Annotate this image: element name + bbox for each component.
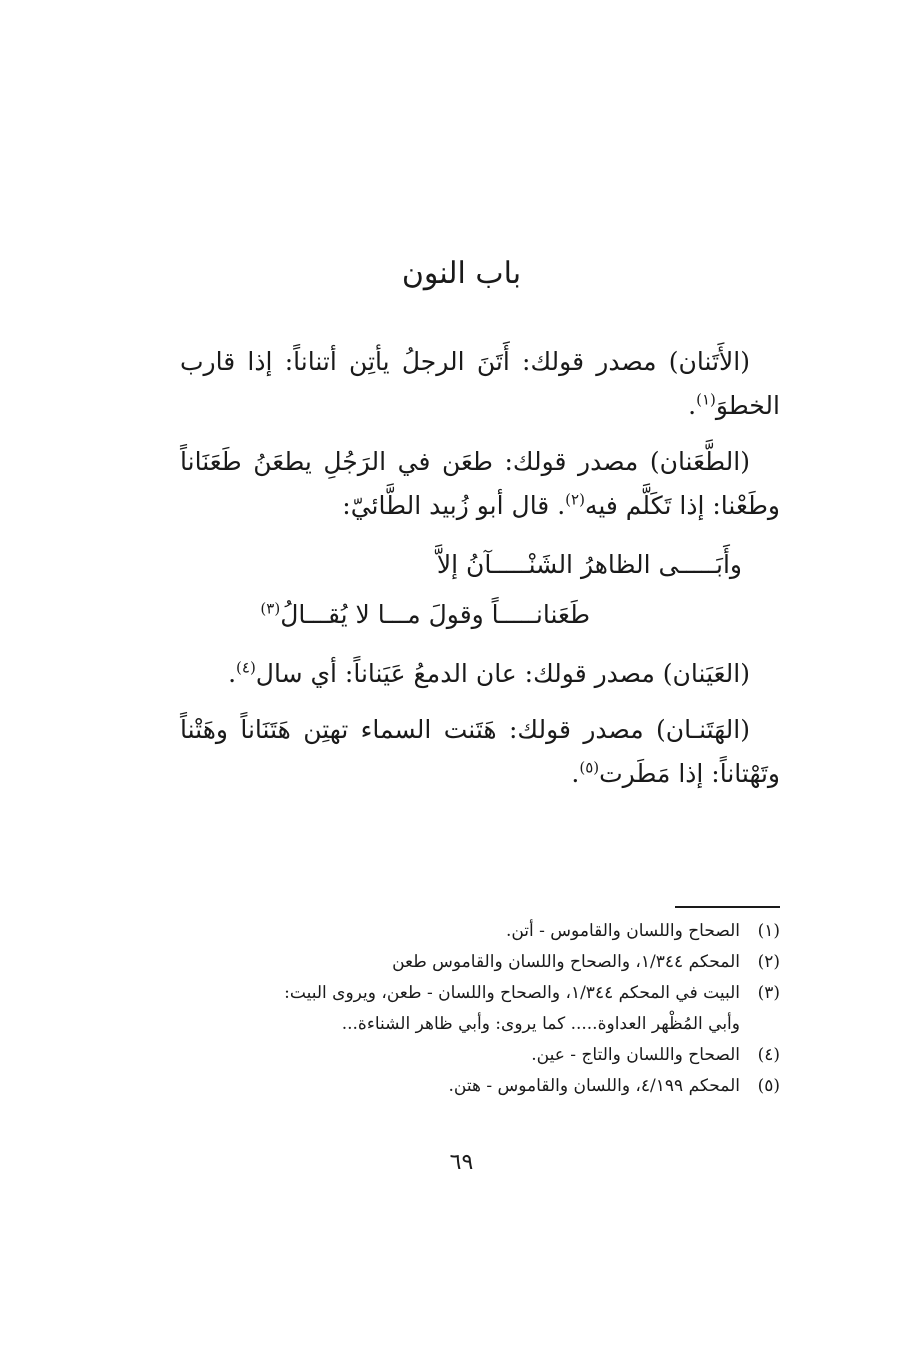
entry-text-end: . xyxy=(228,659,237,688)
footnote-ref: (٣) xyxy=(260,599,281,618)
footnote-2 xyxy=(180,947,780,978)
entry-text: (الأَتَنان) مصدر قولك: أَتَنَ الرجلُ يأتِن أتناناً: إذا قارب الخطوَ xyxy=(180,347,780,420)
footnote-text: الصحاح واللسان والقاموس - أتن. xyxy=(505,921,740,941)
footnote-3 xyxy=(180,978,780,1009)
footnote-4 xyxy=(180,1040,780,1071)
verse-line-2-text: طَعَنانـــــاً وقولَ مـــا لا يُقـــالُ xyxy=(280,600,590,629)
footnote-number: (٣) xyxy=(757,983,780,1003)
entry-text-end: . قال أبو زُبيد الطَّائيّ: xyxy=(342,491,566,520)
entry-atanan xyxy=(180,340,780,428)
footnote-ref: (٢) xyxy=(565,490,585,509)
poetry-verse xyxy=(180,540,780,640)
footnote-number: (٤) xyxy=(757,1045,780,1065)
footnote-ref: (١) xyxy=(696,390,716,409)
footnote-3-continuation: وأبي المُظْهر العداوة..... كما يروى: وأبي ظاهر الشناءة... xyxy=(341,1014,740,1034)
footnote-number: (٥) xyxy=(757,1076,780,1096)
entry-text-end: . xyxy=(571,759,580,788)
footnote-ref: (٤) xyxy=(236,658,256,677)
main-text xyxy=(180,340,780,808)
chapter-title: باب النون xyxy=(401,256,522,291)
footnote-ref: (٥) xyxy=(579,758,600,777)
footnote-5 xyxy=(180,1071,780,1102)
entry-hatanan xyxy=(180,708,780,796)
footnote-divider xyxy=(675,906,780,908)
entry-text: (العَيَنان) مصدر قولك: عان الدمعُ عَيَناناً: أي سال xyxy=(255,659,750,688)
footnote-number: (٢) xyxy=(757,952,780,972)
entry-taanan xyxy=(180,440,780,528)
footnote-text: البيت في المحكم ١/٣٤٤، والصحاح واللسان - طعن، ويروى البيت: xyxy=(284,983,740,1003)
entry-text-end: . xyxy=(688,391,697,420)
entry-text: (الطَّعَنان) مصدر قولك: طعَن في الرَجُلِ يطعَنُ طَعَنَاناً وطَعْنا: إذا تَكَلَّم فيه xyxy=(180,447,780,520)
verse-line-2 xyxy=(180,590,780,640)
footnote-1 xyxy=(180,916,780,947)
entry-ayanan xyxy=(180,652,780,696)
footnote-number: (١) xyxy=(757,921,780,941)
footnote-text: المحكم ١/٣٤٤، والصحاح واللسان والقاموس طعن xyxy=(392,952,740,972)
page-number: ٦٩ xyxy=(449,1150,474,1175)
footnote-text: الصحاح واللسان والتاج - عين. xyxy=(531,1045,740,1065)
footnote-text: المحكم ٤/١٩٩، واللسان والقاموس - هتن. xyxy=(448,1076,740,1096)
verse-line-1: وأَبَـــــى الظاهرُ الشَنْـــــآنُ إلاَّ xyxy=(436,550,742,579)
footnotes xyxy=(180,916,780,1102)
entry-text: (الهَتَنـان) مصدر قولك: هَتَنت السماء تهتِن هَتَنَاناً وهَتْناً وتَهْتاناً: إذا مَطَرت xyxy=(180,715,780,788)
